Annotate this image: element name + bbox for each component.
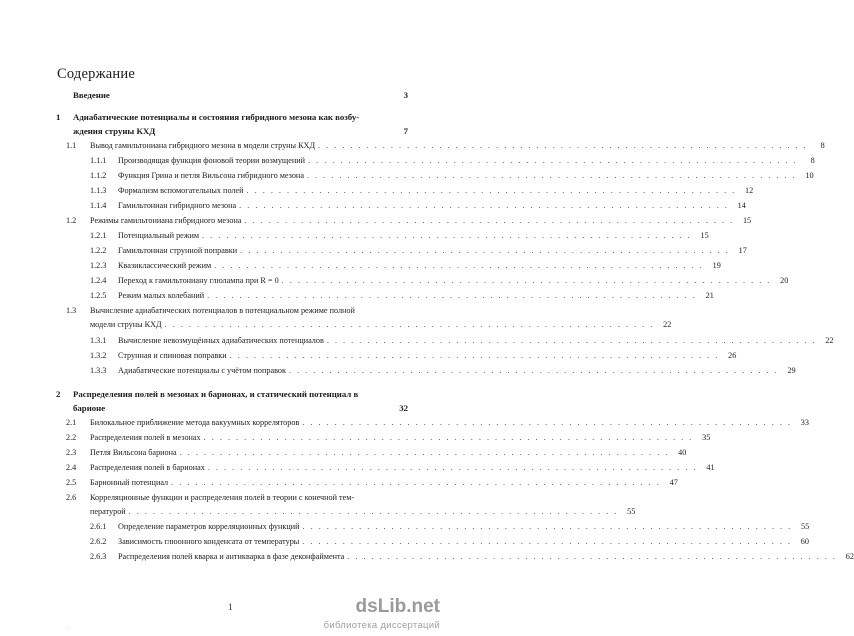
watermark-subtitle: библиотека диссертаций bbox=[323, 620, 440, 631]
toc-entry[interactable] bbox=[90, 418, 809, 427]
toc-entry[interactable] bbox=[118, 291, 714, 300]
toc-entry-text: пературой bbox=[90, 507, 126, 516]
toc-entry[interactable] bbox=[118, 537, 809, 546]
toc-entry[interactable] bbox=[73, 403, 408, 413]
toc-entry-page: 3 bbox=[403, 90, 408, 100]
toc-entry-text-line: Вычисление адиабатических потенциалов в потенциальном режиме полной bbox=[90, 306, 355, 315]
toc-entry[interactable] bbox=[90, 507, 636, 516]
toc-dot-leader: . . . . . . . . . . . . . . . . . . . . . . . . . . . . . . . . . . . . . . . . . . . . . . . . . . . . . . . . . . . . . bbox=[302, 522, 793, 531]
toc-entry-text: Вывод гамильтониана гибридного мезона в модели струны КХД bbox=[90, 141, 316, 150]
toc-entry-page: 32 bbox=[399, 403, 408, 413]
toc-entry-number: 2.6.2 bbox=[90, 537, 107, 546]
toc-entry-text: Режимы гамильтониана гибридного мезона bbox=[90, 216, 242, 225]
toc-dot-leader: . . . . . . . . . . . . . . . . . . . . . . . . . . . . . . . . . . . . . . . . . . . . . . . . . . . . . . . . . . . . . bbox=[202, 231, 692, 240]
toc-entry-page: 15 bbox=[700, 231, 709, 240]
toc-entry-page: 17 bbox=[738, 246, 747, 255]
toc-entry-number: 2.6.1 bbox=[90, 522, 107, 531]
toc-entry[interactable] bbox=[90, 320, 672, 329]
toc-entry-number: 1.1.1 bbox=[90, 156, 107, 165]
watermark-logo: dsLib.net bbox=[355, 596, 440, 617]
toc-entry-text: ждения струны КХД bbox=[73, 126, 156, 136]
page-number: 1 bbox=[228, 602, 233, 612]
toc-dot-leader: . . . . . . . . . . . . . . . . . . . . . . . . . . . . . . . . . . . . . . . . . . . . . . . . . . . . . . . . . . . . . bbox=[171, 478, 661, 487]
toc-entry-number: 1.1.4 bbox=[90, 201, 107, 210]
toc-entry-page: 35 bbox=[702, 433, 711, 442]
toc-entry-text: Барионный потенциал bbox=[90, 478, 169, 487]
toc-entry-text: Гамильтониан струнной поправки bbox=[118, 246, 238, 255]
toc-entry[interactable] bbox=[118, 351, 737, 360]
toc-entry-number: 2.1 bbox=[66, 418, 77, 427]
toc-entry-text-line: Корреляционные функции и распределения полей в теории с конечной тем- bbox=[90, 493, 355, 502]
toc-dot-leader: . . . . . . . . . . . . . . . . . . . . . . . . . . . . . . . . . . . . . . . . . . . . . . . . . . . . . . . . . . . . . bbox=[244, 216, 735, 225]
toc-entry-text: Адиабатические потенциалы с учётом поправок bbox=[118, 366, 286, 375]
toc-entry-number: 1.1.2 bbox=[90, 171, 107, 180]
toc-entry-number: 1.2.1 bbox=[90, 231, 107, 240]
toc-dot-leader: . . . . . . . . . . . . . . . . . . . . . . . . . . . . . . . . . . . . . . . . . . . . . . . . . . . . . . . . . . . . . bbox=[164, 320, 655, 329]
toc-entry-page: 8 bbox=[810, 156, 815, 165]
toc-entry-text: Переход к гамильтониану глюлампа при R = 0 bbox=[118, 276, 279, 285]
toc-entry-text: Квазиклассический режим bbox=[118, 261, 212, 270]
toc-entry-text-line: Распределения полей в мезонах и барионах, и статический потенциал в bbox=[73, 389, 359, 399]
toc-entry-page: 60 bbox=[800, 537, 809, 546]
toc-entry[interactable] bbox=[90, 141, 825, 150]
toc-entry-page: 40 bbox=[678, 448, 687, 457]
toc-entry-page: 26 bbox=[728, 351, 737, 360]
toc-dot-leader: . . . . . . . . . . . . . . . . . . . . . . . . . . . . . . . . . . . . . . . . . . . . . . . . . . . . . . . . . . . . . bbox=[281, 276, 772, 285]
toc-dot-leader: . . . . . . . . . . . . . . . . . . . . . . . . . . . . . . . . . . . . . . . . . . . . . . . . . . . . . . . . . . . . . bbox=[306, 171, 797, 180]
toc-dot-leader: . . . . . . . . . . . . . . . . . . . . . . . . . . . . . . . . . . . . . . . . . . . . . . . . . . . . . . . . . . . . . bbox=[308, 156, 798, 165]
toc-entry[interactable] bbox=[90, 478, 678, 487]
toc-entry[interactable] bbox=[90, 448, 687, 457]
toc-entry-text: Зависимость глюонного конденсата от температуры bbox=[118, 537, 300, 546]
toc-entry[interactable] bbox=[118, 171, 814, 180]
toc-entry[interactable] bbox=[118, 276, 789, 285]
toc-entry[interactable] bbox=[73, 90, 408, 100]
toc-entry-page: 21 bbox=[705, 291, 714, 300]
toc-entry-page: 7 bbox=[403, 126, 408, 136]
toc-title: Содержание bbox=[57, 66, 135, 82]
toc-entry-number: 2.6 bbox=[66, 493, 77, 502]
toc-dot-leader: . . . . . . . . . . . . . . . . . . . . . . . . . . . . . . . . . . . . . . . . . . . . . . . . . . . . . . . . . . . . . bbox=[179, 448, 670, 457]
toc-entry-page: 62 bbox=[845, 552, 854, 561]
toc-entry[interactable] bbox=[118, 246, 747, 255]
toc-entry-page: 22 bbox=[663, 320, 672, 329]
toc-entry-number: 1.3.2 bbox=[90, 351, 107, 360]
toc-entry-text: Распределения полей в барионах bbox=[90, 463, 205, 472]
toc-entry-number: 1.1 bbox=[66, 141, 77, 150]
toc-dot-leader: . . . . . . . . . . . . . . . . . . . . . . . . . . . . . . . . . . . . . . . . . . . . . . . . . . . . . . . . . . . . . bbox=[128, 507, 619, 516]
toc-entry-text: Формализм вспомогательных полей bbox=[118, 186, 244, 195]
toc-entry-number: 2.3 bbox=[66, 448, 77, 457]
toc-entry-number: 1.3.1 bbox=[90, 336, 107, 345]
toc-entry[interactable] bbox=[118, 336, 834, 345]
toc-entry[interactable] bbox=[90, 463, 715, 472]
corner-mark: · · bbox=[64, 626, 70, 632]
watermark bbox=[300, 596, 440, 636]
toc-entry-number: 1.1.3 bbox=[90, 186, 107, 195]
toc-dot-leader: . . . . . . . . . . . . . . . . . . . . . . . . . . . . . . . . . . . . . . . . . . . . . . . . . . . . . . . . . . . . . bbox=[246, 186, 737, 195]
toc-entry-page: 12 bbox=[745, 186, 754, 195]
toc-dot-leader: . . . . . . . . . . . . . . . . . . . . . . . . . . . . . . . . . . . . . . . . . . . . . . . . . . . . . . . . . . . . . bbox=[288, 366, 779, 375]
toc-dot-leader: . . . . . . . . . . . . . . . . . . . . . . . . . . . . . . . . . . . . . . . . . . . . . . . . . . . . . . . . . . . . . bbox=[302, 537, 792, 546]
toc-dot-leader: . . . . . . . . . . . . . . . . . . . . . . . . . . . . . . . . . . . . . . . . . . . . . . . . . . . . . . . . . . . . . bbox=[229, 351, 720, 360]
toc-entry-page: 47 bbox=[669, 478, 678, 487]
toc-entry-page: 20 bbox=[780, 276, 789, 285]
toc-dot-leader: . . . . . . . . . . . . . . . . . . . . . . . . . . . . . . . . . . . . . . . . . . . . . . . . . . . . . . . . . . . . . bbox=[207, 291, 697, 300]
toc-entry[interactable] bbox=[118, 156, 815, 165]
toc-entry[interactable] bbox=[118, 552, 854, 561]
toc-entry-page: 15 bbox=[742, 216, 752, 225]
toc-entry-text: Распределения полей в мезонах bbox=[90, 433, 201, 442]
toc-entry[interactable] bbox=[118, 186, 754, 195]
toc-entry-text: Режим малых колебаний bbox=[118, 291, 205, 300]
toc-entry-text: Вычисление невозмущённых адиабатических потенциалов bbox=[118, 336, 324, 345]
toc-entry-text: Петля Вильсона бариона bbox=[90, 448, 177, 457]
toc-entry-text: Производящая функция фоновой теории возмущений bbox=[118, 156, 305, 165]
toc-entry-number: 1.2.3 bbox=[90, 261, 107, 270]
toc-entry-page: 10 bbox=[805, 171, 814, 180]
toc-entry[interactable] bbox=[118, 522, 810, 531]
toc-dot-leader: . . . . . . . . . . . . . . . . . . . . . . . . . . . . . . . . . . . . . . . . . . . . . . . . . . . . . . . . . . . . . bbox=[203, 433, 694, 442]
toc-entry-text: Определение параметров корреляционных функций bbox=[118, 522, 300, 531]
toc-dot-leader: . . . . . . . . . . . . . . . . . . . . . . . . . . . . . . . . . . . . . . . . . . . . . . . . . . . . . . . . . . . . . bbox=[347, 552, 837, 561]
toc-entry-text: Распределения полей кварка и антикварка в фазе деконфаймента bbox=[118, 552, 345, 561]
toc-entry-number: 1 bbox=[56, 112, 61, 122]
toc-entry-page: 55 bbox=[627, 507, 636, 516]
toc-entry[interactable] bbox=[90, 216, 752, 225]
toc-dot-leader: . . . . . . . . . . . . . . . . . . . . . . . . . . . . . . . . . . . . . . . . . . . . . . . . . . . . . . . . . . . . . bbox=[239, 201, 729, 210]
toc-dot-leader: . . . . . . . . . . . . . . . . . . . . . . . . . . . . . . . . . . . . . . . . . . . . . . . . . . . . . . . . . . . . . bbox=[240, 246, 730, 255]
toc-entry-text: модели струны КХД bbox=[90, 320, 162, 329]
toc-entry-text: Струнная и спиновая поправки bbox=[118, 351, 227, 360]
toc-dot-leader: . . . . . . . . . . . . . . . . . . . . . . . . . . . . . . . . . . . . . . . . . . . . . . . . . . . . . . . . . . . . . bbox=[318, 141, 808, 150]
toc-entry-text: барионе bbox=[73, 403, 106, 413]
toc-entry-page: 29 bbox=[787, 366, 796, 375]
toc-entry-number: 2.6.3 bbox=[90, 552, 107, 561]
toc-entry-text: Билокальное приближение метода вакуумных корреляторов bbox=[90, 418, 300, 427]
toc-entry-number: 1.2.5 bbox=[90, 291, 107, 300]
toc-entry-page: 22 bbox=[825, 336, 834, 345]
toc-entry[interactable] bbox=[73, 126, 408, 136]
toc-entry-number: 1.2.2 bbox=[90, 246, 107, 255]
toc-entry[interactable] bbox=[118, 261, 721, 270]
toc-entry-text: Функция Грина и петля Вильсона гибридного мезона bbox=[118, 171, 304, 180]
toc-entry-page: 33 bbox=[800, 418, 809, 427]
toc-entry-page: 41 bbox=[706, 463, 715, 472]
toc-entry-number: 1.3 bbox=[66, 306, 77, 315]
toc-entry-number: 1.2.4 bbox=[90, 276, 107, 285]
toc-entry-page: 14 bbox=[737, 201, 746, 210]
toc-dot-leader: . . . . . . . . . . . . . . . . . . . . . . . . . . . . . . . . . . . . . . . . . . . . . . . . . . . . . . . . . . . . . bbox=[302, 418, 792, 427]
toc-entry[interactable] bbox=[118, 366, 796, 375]
toc-dot-leader: . . . . . . . . . . . . . . . . . . . . . . . . . . . . . . . . . . . . . . . . . . . . . . . . . . . . . . . . . . . . . bbox=[207, 463, 698, 472]
toc-entry-text: Гамильтониан гибридного мезона bbox=[118, 201, 237, 210]
toc-entry-page: 55 bbox=[801, 522, 810, 531]
toc-entry-number: 1.3.3 bbox=[90, 366, 107, 375]
toc-entry[interactable] bbox=[118, 231, 709, 240]
toc-entry-number: 2.2 bbox=[66, 433, 77, 442]
toc-entry-page: 8 bbox=[820, 141, 825, 150]
toc-entry-text: Потенциальный режим bbox=[118, 231, 200, 240]
toc-entry-number: 2.5 bbox=[66, 478, 77, 487]
toc-dot-leader: . . . . . . . . . . . . . . . . . . . . . . . . . . . . . . . . . . . . . . . . . . . . . . . . . . . . . . . . . . . . . bbox=[214, 261, 704, 270]
toc-entry[interactable] bbox=[118, 201, 746, 210]
toc-entry-number: 2 bbox=[56, 389, 61, 399]
toc-entry-number: 2.4 bbox=[66, 463, 77, 472]
toc-dot-leader: . . . . . . . . . . . . . . . . . . . . . . . . . . . . . . . . . . . . . . . . . . . . . . . . . . . . . . . . . . . . . bbox=[326, 336, 817, 345]
toc-entry-text: Введение bbox=[73, 90, 110, 100]
toc-entry-text-line: Адиабатические потенциалы и состояния гибридного мезона как возбу- bbox=[73, 112, 360, 122]
toc-entry-number: 1.2 bbox=[66, 216, 77, 225]
toc-entry[interactable] bbox=[90, 433, 711, 442]
toc-entry-page: 19 bbox=[712, 261, 721, 270]
